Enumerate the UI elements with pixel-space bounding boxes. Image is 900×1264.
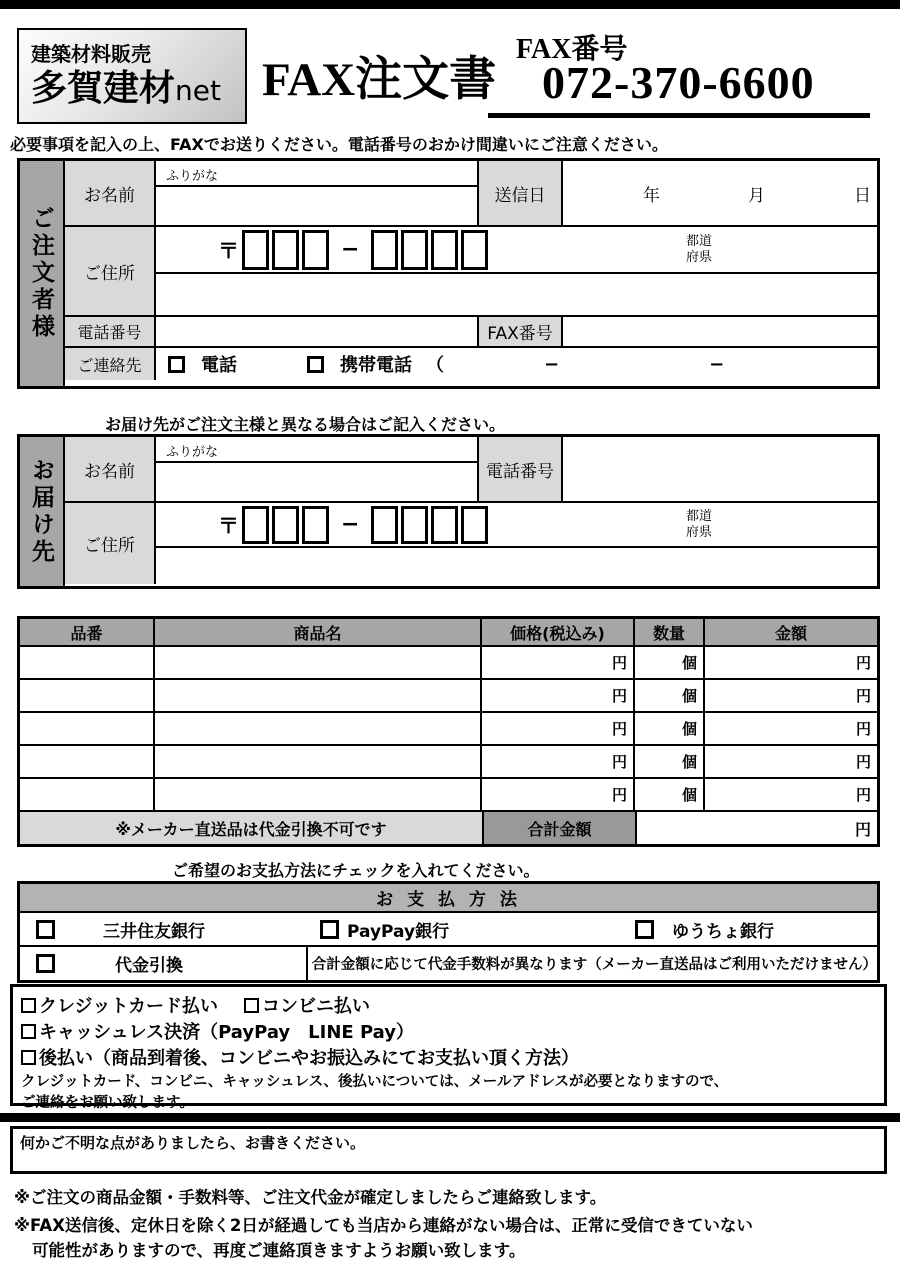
- footnote-1: ※ご注文の商品金額・手数料等、ご注文代金が確定しましたらご連絡致します。: [14, 1188, 607, 1207]
- orderer-phone-row: [65, 317, 877, 348]
- total-label: 合計金額: [484, 812, 637, 844]
- credit-card-label: クレジットカード払い: [39, 996, 219, 1017]
- delivery-phone-label: 電話番号: [479, 437, 563, 501]
- contact-dash2: −: [709, 353, 725, 375]
- postal-digit-box[interactable]: [302, 230, 329, 270]
- product-row: [20, 645, 877, 678]
- orderer-contact-label: ご連絡先: [65, 348, 156, 380]
- cashless-checkbox[interactable]: [21, 1024, 36, 1039]
- product-name-cell[interactable]: [155, 647, 482, 678]
- footnote-2-line2: 可能性がありますので、再度ご連絡頂きますようお願い致します。: [32, 1241, 526, 1260]
- qty-cell[interactable]: 個: [635, 647, 705, 678]
- orderer-send-date-label: 送信日: [479, 161, 563, 225]
- postal-digit-box[interactable]: [371, 230, 398, 270]
- bottom-divider-bar: [0, 1113, 900, 1122]
- product-name-cell[interactable]: [155, 680, 482, 711]
- amount-cell[interactable]: 円: [855, 720, 871, 738]
- bank-option-paypay: [320, 917, 615, 942]
- contact-phone-option: 電話: [201, 355, 237, 376]
- direct-shipping-note: ※メーカー直送品は代金引換不可です: [20, 812, 484, 844]
- form-instruction: 必要事項を記入の上、FAXでお送りください。電話番号のおかけ間違いにご注意ください。: [10, 135, 668, 154]
- convenience-checkbox[interactable]: [244, 998, 259, 1013]
- contact-dash1: −: [544, 353, 560, 375]
- inquiry-box[interactable]: [10, 1126, 887, 1174]
- company-logo: [17, 28, 247, 124]
- qty-cell[interactable]: 個: [635, 779, 705, 810]
- col-header-qty: 数量: [635, 619, 705, 645]
- orderer-phone-label: 電話番号: [65, 317, 156, 346]
- item-no-cell[interactable]: [20, 647, 155, 678]
- postal-dash: −: [341, 237, 360, 262]
- logo-brand-jp: 多賀建材: [31, 68, 176, 109]
- bank-option-smbc: [20, 917, 320, 942]
- date-month-unit: 月: [748, 186, 765, 206]
- price-cell[interactable]: 円: [482, 779, 635, 810]
- prefecture-line1: 都道: [686, 233, 713, 249]
- price-cell[interactable]: 円: [482, 647, 635, 678]
- payment-header: お 支 払 方 法: [20, 884, 877, 911]
- postal-digit-box[interactable]: [431, 230, 458, 270]
- postal-digit-box[interactable]: [272, 506, 299, 544]
- delivery-name-field[interactable]: [156, 437, 479, 501]
- qty-cell[interactable]: 個: [635, 746, 705, 777]
- postal-dash: −: [341, 512, 360, 537]
- postal-digit-box[interactable]: [461, 230, 488, 270]
- orderer-name-row: [65, 161, 877, 227]
- cod-checkbox[interactable]: [36, 954, 55, 973]
- orderer-contact-row: [65, 348, 877, 380]
- delivery-caption: お届け先がご注文主様と異なる場合はご記入ください。: [105, 415, 506, 434]
- date-year-unit: 年: [643, 186, 660, 206]
- bank-paypay-label: PayPay銀行: [347, 921, 450, 942]
- contact-paren: （: [426, 355, 444, 376]
- product-name-cell[interactable]: [155, 779, 482, 810]
- bank-yucho-label: ゆうちょ銀行: [672, 921, 774, 942]
- delivery-section: [17, 434, 880, 589]
- cashless-label: キャッシュレス決済（PayPay LINE Pay）: [39, 1022, 414, 1043]
- postal-digit-box[interactable]: [461, 506, 488, 544]
- product-table: [17, 616, 880, 847]
- orderer-section-strip: [20, 161, 65, 386]
- bank-paypay-checkbox[interactable]: [320, 920, 339, 939]
- orderer-name-input[interactable]: [156, 187, 477, 225]
- product-row: [20, 711, 877, 744]
- price-cell[interactable]: 円: [482, 680, 635, 711]
- amount-cell[interactable]: 円: [855, 687, 871, 705]
- prefecture-line2: 府県: [686, 524, 713, 540]
- postal-mark: 〒: [218, 513, 239, 538]
- bank-smbc-checkbox[interactable]: [36, 920, 55, 939]
- option-line-2: [21, 1018, 876, 1044]
- product-row: [20, 777, 877, 810]
- fax-number-label: FAX番号: [516, 34, 628, 65]
- prefecture-line1: 都道: [686, 508, 713, 524]
- prefecture-label: [686, 233, 712, 266]
- product-name-cell[interactable]: [155, 746, 482, 777]
- col-header-item-no: 品番: [20, 619, 155, 645]
- date-day-unit: 日: [854, 186, 871, 206]
- delivery-address-label: ご住所: [65, 503, 156, 584]
- logo-tagline: 建築材料販売: [31, 42, 151, 66]
- cod-label: 代金引換: [115, 956, 183, 976]
- orderer-send-date-field[interactable]: [563, 161, 877, 225]
- delivery-section-strip: [20, 437, 65, 586]
- fax-number-value: 072-370-6600: [542, 57, 815, 108]
- deferred-checkbox[interactable]: [21, 1050, 36, 1065]
- convenience-label: コンビニ払い: [262, 996, 371, 1017]
- orderer-postal-row: [156, 227, 877, 274]
- postal-digit-box[interactable]: [401, 506, 428, 544]
- postal-digit-box[interactable]: [431, 506, 458, 544]
- postal-digit-box[interactable]: [371, 506, 398, 544]
- delivery-name-input[interactable]: [156, 463, 477, 501]
- orderer-name-field[interactable]: [156, 161, 479, 225]
- prefecture-line2: 府県: [686, 249, 713, 265]
- contact-phone-checkbox[interactable]: [168, 356, 185, 373]
- postal-digit-box[interactable]: [302, 506, 329, 544]
- postal-digit-box[interactable]: [242, 230, 269, 270]
- qty-cell[interactable]: 個: [635, 713, 705, 744]
- product-row: [20, 678, 877, 711]
- options-email-note-line2: ご連絡をお願い致します。: [21, 1095, 194, 1112]
- product-table-footer: [20, 810, 877, 844]
- orderer-section: [17, 158, 880, 389]
- delivery-postal-row: [156, 503, 877, 548]
- orderer-address-label: ご住所: [65, 227, 156, 315]
- page-title: FAX注文書: [262, 54, 497, 106]
- payment-options-box: [10, 984, 887, 1112]
- item-no-cell[interactable]: [20, 680, 155, 711]
- col-header-name: 商品名: [155, 619, 482, 645]
- postal-digit-box[interactable]: [242, 506, 269, 544]
- bank-smbc-label: 三井住友銀行: [103, 921, 205, 942]
- product-table-header: [20, 619, 877, 645]
- cod-row: [20, 945, 877, 980]
- postal-digit-box[interactable]: [272, 230, 299, 270]
- bank-options-row: [20, 911, 877, 945]
- amount-cell[interactable]: 円: [855, 786, 871, 804]
- delivery-address-row: [65, 503, 877, 584]
- footnote-2-line1: ※FAX送信後、定休日を除く2日が経過しても当店から連絡がない場合は、正常に受信できていない: [14, 1216, 753, 1235]
- total-amount-cell[interactable]: 円: [854, 819, 871, 839]
- option-line-1: [21, 992, 876, 1018]
- orderer-furigana-label[interactable]: ふりがな: [156, 161, 477, 187]
- orderer-address-input[interactable]: [156, 274, 877, 315]
- price-cell[interactable]: 円: [482, 746, 635, 777]
- logo-brand: [31, 69, 233, 109]
- item-no-cell[interactable]: [20, 746, 155, 777]
- orderer-fax-label: FAX番号: [479, 317, 563, 346]
- bank-option-yucho: [615, 917, 877, 942]
- product-name-cell[interactable]: [155, 713, 482, 744]
- price-cell[interactable]: 円: [482, 713, 635, 744]
- col-header-amount: 金額: [774, 623, 807, 643]
- postal-mark: 〒: [218, 238, 239, 263]
- contact-mobile-checkbox[interactable]: [307, 356, 324, 373]
- top-divider-bar: [0, 0, 900, 9]
- payment-caption: ご希望のお支払方法にチェックを入れてください。: [172, 861, 540, 880]
- cod-option: [20, 947, 308, 980]
- inquiry-prompt: 何かご不明な点がありましたら、お書きください。: [20, 1134, 366, 1152]
- cod-fee-note: 合計金額に応じて代金手数料が異なります（メーカー直送品はご利用いただけません）: [311, 957, 877, 973]
- logo-brand-suffix: net: [175, 74, 221, 107]
- orderer-section-label: ご注文者様: [28, 206, 54, 341]
- product-row: [20, 744, 877, 777]
- postal-digit-box[interactable]: [401, 230, 428, 270]
- amount-cell[interactable]: 円: [855, 753, 871, 771]
- delivery-address-input[interactable]: [156, 548, 877, 584]
- orderer-address-row: [65, 227, 877, 317]
- col-header-price: 価格(税込み): [482, 619, 635, 645]
- deferred-label: 後払い（商品到着後、コンビニやお振込みにてお支払い頂く方法）: [39, 1048, 579, 1069]
- fax-number-underline: [488, 113, 870, 118]
- prefecture-label: [686, 508, 712, 541]
- credit-card-checkbox[interactable]: [21, 998, 36, 1013]
- delivery-phone-input[interactable]: [563, 437, 877, 501]
- item-no-cell[interactable]: [20, 779, 155, 810]
- option-line-3: [21, 1044, 876, 1070]
- options-email-note-line1: クレジットカード、コンビニ、キャッシュレス、後払いについては、メールアドレスが必要となりますので、: [21, 1074, 729, 1090]
- delivery-furigana-label[interactable]: ふりがな: [156, 437, 477, 463]
- orderer-name-label: お名前: [65, 161, 156, 225]
- qty-cell[interactable]: 個: [635, 680, 705, 711]
- bank-yucho-checkbox[interactable]: [635, 920, 654, 939]
- payment-table: [17, 881, 880, 983]
- options-email-note: [21, 1072, 876, 1114]
- amount-cell[interactable]: 円: [855, 654, 871, 672]
- item-no-cell[interactable]: [20, 713, 155, 744]
- delivery-name-label: お名前: [65, 437, 156, 501]
- orderer-fax-input[interactable]: [563, 317, 877, 346]
- contact-mobile-option: 携帯電話: [340, 355, 412, 376]
- delivery-name-row: [65, 437, 877, 503]
- delivery-section-label: お届け先: [28, 457, 54, 566]
- orderer-phone-input[interactable]: [156, 317, 479, 346]
